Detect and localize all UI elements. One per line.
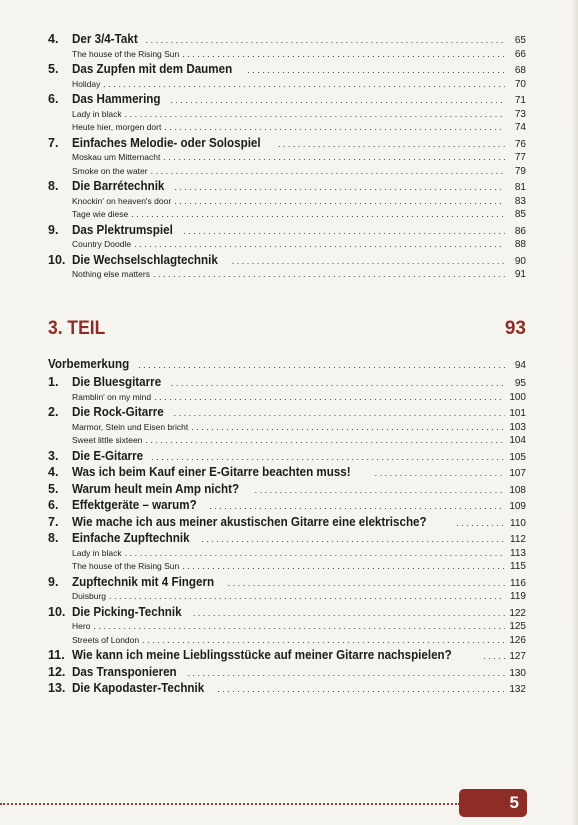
page-ref: 85 <box>514 209 526 220</box>
page-ref: 77 <box>514 152 526 163</box>
dot-leader <box>456 518 505 528</box>
page-ref: 79 <box>514 165 526 177</box>
chapter-number: 10. <box>48 252 66 267</box>
chapter-title: Das Zupfen mit dem Daumen <box>72 62 233 76</box>
dot-leader <box>164 122 505 132</box>
chapter-number: 8. <box>48 531 59 545</box>
page-ref: 91 <box>514 269 526 280</box>
dot-leader <box>146 35 505 45</box>
dot-leader <box>138 360 505 370</box>
toc-song-row <box>48 591 526 602</box>
toc-chapter-row <box>48 92 526 106</box>
toc-song-row <box>48 435 526 446</box>
toc-chapter-row <box>48 253 526 267</box>
dot-leader <box>151 452 505 462</box>
page-ref: 94 <box>514 360 526 371</box>
page-ref: 110 <box>510 517 526 529</box>
song-title: The house of the Rising Sun <box>72 48 180 59</box>
song-title: Streets of London <box>72 634 140 645</box>
toc-song-row <box>48 269 526 280</box>
page-ref: 125 <box>509 621 526 632</box>
page-ref: 95 <box>514 378 526 389</box>
song-title: The house of the Rising Sun <box>72 561 180 571</box>
dot-leader <box>163 152 505 162</box>
toc-chapter-row <box>48 465 526 479</box>
song-title: Heute hier, morgen dort <box>72 122 162 132</box>
toc-chapter-row <box>48 136 526 150</box>
chapter-title: Das Transponieren <box>72 664 177 679</box>
footer-dotted-rule <box>0 803 460 805</box>
dot-leader <box>171 378 505 388</box>
chapter-title: Die E-Gitarre <box>72 448 144 463</box>
page-ref: 126 <box>509 634 526 646</box>
chapter-title: Die Barrétechnik <box>72 179 165 193</box>
chapter-number: 7. <box>48 514 59 529</box>
dot-leader <box>153 269 505 279</box>
chapter-title: Wie kann ich meine Lieblingsstücke auf meiner Gitarre nachspielen? <box>72 648 452 662</box>
chapter-number: 10. <box>48 604 66 619</box>
dot-leader <box>174 196 505 206</box>
toc-song-row <box>48 166 526 177</box>
page-ref: 132 <box>509 684 526 695</box>
toc-song-row <box>48 79 526 90</box>
dot-leader <box>170 95 505 105</box>
page-number: 5 <box>509 793 519 812</box>
toc-chapter-row <box>48 665 526 679</box>
page-ref: 66 <box>514 48 526 60</box>
dot-leader <box>247 65 505 75</box>
toc-chapter-row <box>48 681 526 695</box>
toc-chapter-row <box>48 648 526 662</box>
song-title: Sweet little sixteen <box>72 435 143 445</box>
toc-song-row <box>48 49 526 60</box>
dot-leader <box>109 591 505 601</box>
chapter-number: 4. <box>48 465 59 479</box>
dot-leader <box>228 578 505 588</box>
toc-chapter-row <box>48 515 526 529</box>
toc-song-row <box>48 621 526 632</box>
song-title: Moskau um Mitternacht <box>72 152 161 162</box>
toc-intro-row <box>48 357 526 371</box>
dot-leader <box>483 651 505 661</box>
intro-title: Vorbemerkung <box>48 357 130 371</box>
chapter-title: Die Rock-Gitarre <box>72 405 164 419</box>
dot-leader <box>145 435 505 445</box>
song-title: Lady in black <box>72 108 122 119</box>
toc-chapter-row <box>48 375 526 389</box>
song-title: Lady in black <box>72 547 122 558</box>
page-ref: 112 <box>510 534 526 545</box>
chapter-number: 2. <box>48 405 59 419</box>
dot-leader <box>134 239 505 249</box>
dot-leader <box>103 79 505 89</box>
chapter-title: Warum heult mein Amp nicht? <box>72 481 240 496</box>
toc-chapter-row <box>48 575 526 589</box>
song-title: Nothing else matters <box>72 269 150 279</box>
chapter-number: 4. <box>48 32 59 46</box>
page-ref: 115 <box>510 561 526 572</box>
song-title: Country Doodle <box>72 239 132 249</box>
page-ref: 109 <box>509 501 526 512</box>
page-ref: 101 <box>509 408 526 419</box>
page-ref: 83 <box>514 195 526 207</box>
page-ref: 68 <box>514 65 526 76</box>
toc-chapter-row <box>48 32 526 46</box>
chapter-title: Der 3/4-Takt <box>72 32 138 46</box>
chapter-number: 5. <box>48 481 59 496</box>
chapter-title: Was ich beim Kauf einer E-Gitarre beachten muss! <box>72 465 351 479</box>
page-number-badge <box>459 789 527 817</box>
section-page-number: 93 <box>504 318 526 339</box>
page-ref: 74 <box>514 122 526 133</box>
chapter-number: 3. <box>48 448 59 463</box>
page-ref: 65 <box>514 35 526 46</box>
page-ref: 81 <box>514 182 526 193</box>
song-title: Marmor, Stein und Eisen bricht <box>72 421 189 432</box>
page-ref: 130 <box>509 667 526 679</box>
chapter-title: Die Picking-Technik <box>72 604 182 619</box>
page-ref: 103 <box>509 421 526 433</box>
chapter-number: 8. <box>48 179 59 193</box>
toc-song-row <box>48 561 526 572</box>
toc-song-row <box>48 122 526 133</box>
toc-song-row <box>48 392 526 403</box>
page-ref: 116 <box>510 577 526 589</box>
section-title: 3. TEIL <box>48 318 106 339</box>
toc-song-row <box>48 152 526 163</box>
page-ref: 86 <box>514 225 526 237</box>
toc-chapter-row <box>48 482 526 496</box>
dot-leader <box>151 166 505 176</box>
page-ref: 108 <box>509 484 526 496</box>
chapter-title: Zupftechnik mit 4 Fingern <box>72 574 215 589</box>
chapter-title: Das Hammering <box>72 92 161 106</box>
chapter-title: Einfaches Melodie- oder Solospiel <box>72 135 261 150</box>
song-title: Ramblin' on my mind <box>72 391 152 402</box>
dot-leader <box>191 422 505 432</box>
chapter-number: 1. <box>48 375 59 389</box>
dot-leader <box>182 49 505 59</box>
chapter-number: 13. <box>48 681 66 695</box>
page-ref: 105 <box>509 451 526 463</box>
page-ref: 119 <box>510 591 526 602</box>
page-ref: 73 <box>514 108 526 120</box>
chapter-title: Effektgeräte – warum? <box>72 498 197 512</box>
page-ref: 71 <box>514 95 526 106</box>
chapter-number: 5. <box>48 62 59 76</box>
song-title: Smoke on the water <box>72 165 148 176</box>
dot-leader <box>201 534 505 544</box>
dot-leader <box>255 485 505 495</box>
toc-song-row <box>48 196 526 207</box>
toc-song-row <box>48 548 526 559</box>
page-ref: 90 <box>514 255 526 267</box>
dot-leader <box>174 182 505 192</box>
page-ref: 122 <box>509 607 526 619</box>
chapter-number: 7. <box>48 135 59 150</box>
song-title: Knockin' on heaven's door <box>72 195 172 206</box>
chapter-number: 9. <box>48 222 59 237</box>
chapter-title: Die Kapodaster-Technik <box>72 681 205 695</box>
page-ref: 104 <box>509 435 526 446</box>
page-ref: 88 <box>514 239 526 250</box>
toc-chapter-row <box>48 62 526 76</box>
toc-song-row <box>48 239 526 250</box>
toc-song-row <box>48 635 526 646</box>
toc-song-row <box>48 422 526 433</box>
dot-leader <box>375 468 505 478</box>
chapter-title: Die Bluesgitarre <box>72 375 162 389</box>
page-ref: 100 <box>509 391 526 403</box>
chapter-title: Wie mache ich aus meiner akustischen Gitarre eine elektrische? <box>72 514 427 529</box>
chapter-number: 11. <box>48 648 65 662</box>
chapter-number: 9. <box>48 574 59 589</box>
toc-chapter-row <box>48 531 526 545</box>
dot-leader <box>183 226 505 236</box>
song-title: Tage wie diese <box>72 209 129 219</box>
chapter-title: Einfache Zupftechnik <box>72 531 190 545</box>
song-title: Hero <box>72 621 91 631</box>
dot-leader <box>93 621 505 631</box>
dot-leader <box>131 209 505 219</box>
page-edge <box>572 0 578 825</box>
dot-leader <box>188 668 505 678</box>
dot-leader <box>193 608 505 618</box>
page-ref: 113 <box>510 547 526 559</box>
dot-leader <box>232 256 505 266</box>
dot-leader <box>125 548 505 558</box>
dot-leader <box>125 109 505 119</box>
dot-leader <box>174 408 505 418</box>
toc-chapter-row <box>48 223 526 237</box>
song-title: Duisburg <box>72 591 107 601</box>
dot-leader <box>154 392 505 402</box>
toc-song-row <box>48 109 526 120</box>
chapter-number: 6. <box>48 498 59 512</box>
song-title: Holiday <box>72 78 101 89</box>
chapter-number: 6. <box>48 92 59 106</box>
page-ref: 107 <box>509 468 526 479</box>
chapter-number: 12. <box>48 664 66 679</box>
page-ref: 70 <box>514 78 526 90</box>
toc-chapter-row <box>48 605 526 619</box>
toc-song-row <box>48 209 526 220</box>
toc-chapter-row <box>48 498 526 512</box>
dot-leader <box>278 139 505 149</box>
toc-chapter-row <box>48 405 526 419</box>
dot-leader <box>209 501 505 511</box>
chapter-title: Das Plektrumspiel <box>72 222 173 237</box>
dot-leader <box>142 635 505 645</box>
page-ref: 76 <box>514 138 526 150</box>
dot-leader <box>217 684 505 694</box>
page-ref: 127 <box>509 651 526 662</box>
chapter-title: Die Wechselschlagtechnik <box>72 252 218 267</box>
toc-chapter-row <box>48 179 526 193</box>
section-heading <box>48 318 526 340</box>
dot-leader <box>182 561 505 571</box>
toc-chapter-row <box>48 449 526 463</box>
